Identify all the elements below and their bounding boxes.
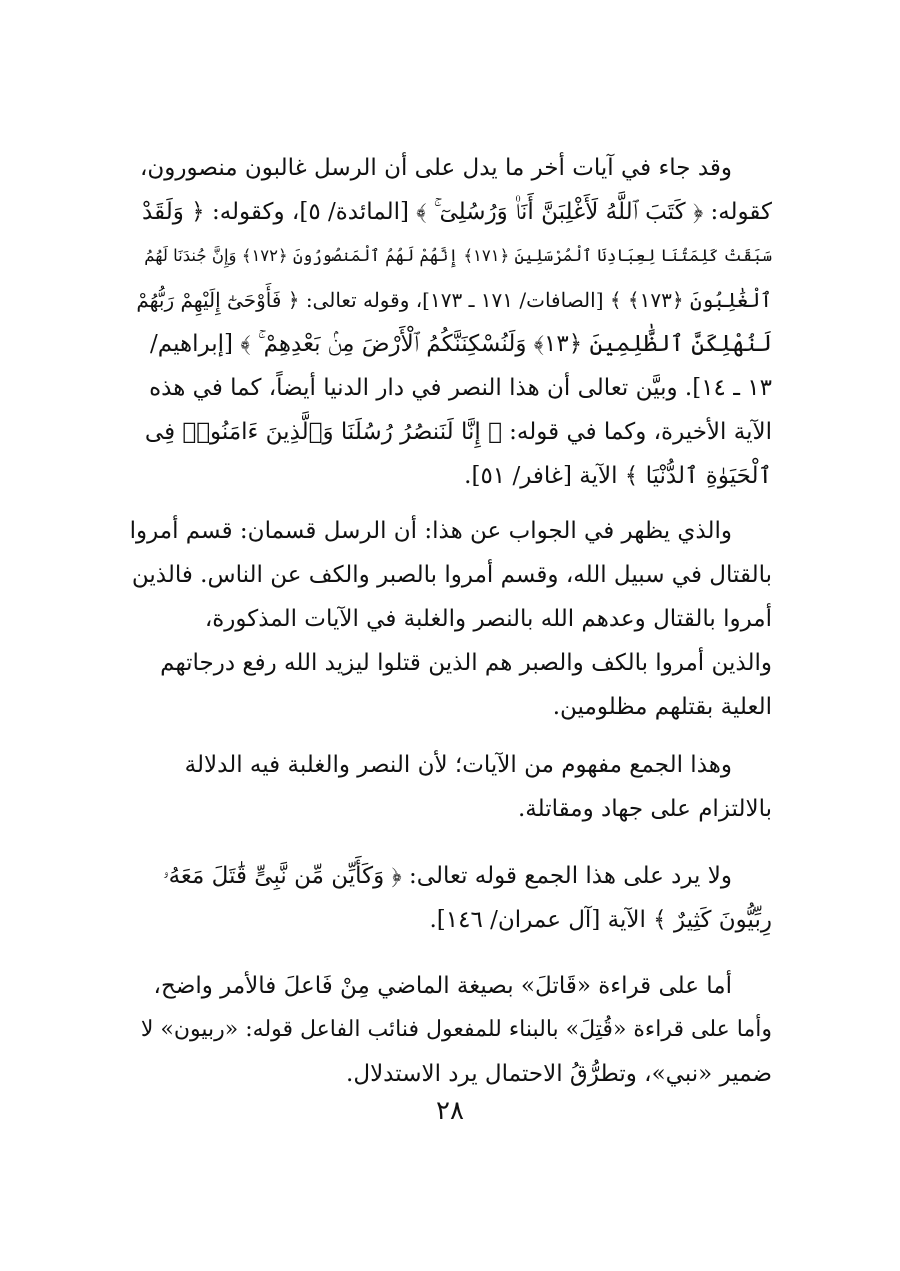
paragraph-line: أما على قراءة «قَاتلَ» بصيغة الماضي مِنْ فَاعلَ فالأمر واضح، bbox=[153, 973, 732, 999]
paragraph-4 bbox=[128, 854, 772, 942]
paragraph-line: وهذا الجمع مفهوم من الآيات؛ لأن النصر والغلبة فيه الدلالة bbox=[184, 752, 732, 778]
paragraph-line: الآية الأخيرة، وكما في قوله: ﴿ إِنَّا لَنَنصُرُ رُسُلَنَا وَٱلَّذِينَ ءَامَنُوا۟ فِى bbox=[144, 419, 772, 445]
paragraph-line: لَنُهْلِكَنَّ ٱلظَّٰلِمِينَ ﴿١٣﴾ وَلَنُسْكِنَنَّكُمُ ٱلْأَرْضَ مِنۢ بَعْدِهِمْ ۚ ﴾ [إبراهيم/ bbox=[150, 331, 772, 357]
page-number: ٢٨ bbox=[436, 1096, 464, 1126]
paragraph-line: بالالتزام على جهاد ومقاتلة. bbox=[517, 796, 772, 822]
paragraph-line: وقد جاء في آيات أخر ما يدل على أن الرسل غالبون منصورون، bbox=[139, 155, 732, 181]
paragraph-line: ١٣ ـ ١٤]. وبيَّن تعالى أن هذا النصر في دار الدنيا أيضاً، كما في هذه bbox=[149, 375, 772, 401]
paragraph-line: بالقتال في سبيل الله، وقسم أمروا بالصبر والكف عن الناس. فالذين bbox=[131, 562, 772, 588]
paragraph-line: العلية بقتلهم مظلومين. bbox=[552, 694, 772, 720]
paragraph-1 bbox=[128, 146, 772, 498]
paragraph-line: سَبَقَتْ كَلِمَتُنَا لِعِبَادِنَا ٱلْمُرْسَلِينَ ﴿١٧١﴾ إِنَّهُمْ لَهُمُ ٱلْمَنصُورُونَ ﴿١٧٢﴾ وَإِنَّ جُندَنَا لَهُمُ bbox=[144, 246, 772, 265]
paragraph-line: وأما على قراءة «قُتِلَ» بالبناء للمفعول فنائب الفاعل قوله: «ربيون» لا bbox=[140, 1017, 772, 1042]
paragraph-line: ضمير «نبي»، وتطرُّقُ الاحتمال يرد الاستدلال. bbox=[346, 1061, 772, 1087]
paragraph-5 bbox=[128, 964, 772, 1096]
paragraph-line: والذي يظهر في الجواب عن هذا: أن الرسل قسمان: قسم أمروا bbox=[129, 518, 732, 544]
paragraph-line: أمروا بالقتال وعدهم الله بالنصر والغلبة في الآيات المذكورة، bbox=[204, 606, 772, 632]
paragraph-line: كقوله: ﴿ كَتَبَ ٱللَّهُ لَأَغْلِبَنَّ أَنَا۠ وَرُسُلِىٓ ۚ ﴾ [المائدة/ ٥]، وكقوله: ﴿ وَلَقَدْ bbox=[142, 199, 772, 225]
paragraph-3 bbox=[128, 743, 772, 831]
paragraph-line: ٱلْغَٰلِبُونَ ﴿١٧٣﴾ ﴾ [الصافات/ ١٧١ ـ ١٧٣]، وقوله تعالى: ﴿ فَأَوْحَىٰٓ إِلَيْهِمْ رَبُّهُمْ bbox=[136, 288, 772, 312]
paragraph-line: رِبِّيُّونَ كَثِيرٌ ﴾ الآية [آل عمران/ ١٤٦]. bbox=[429, 907, 772, 933]
paragraph-2 bbox=[128, 509, 772, 729]
paragraph-line: ولا يرد على هذا الجمع قوله تعالى: ﴿ وَكَأَيِّن مِّن نَّبِىٍّ قَٰتَلَ مَعَهُۥ bbox=[162, 863, 732, 889]
paragraph-line: ٱلْحَيَوٰةِ ٱلدُّنْيَا ﴾ الآية [غافر/ ٥١]. bbox=[464, 463, 772, 489]
paragraph-line: والذين أمروا بالكف والصبر هم الذين قتلوا ليزيد الله رفع درجاتهم bbox=[160, 650, 772, 676]
